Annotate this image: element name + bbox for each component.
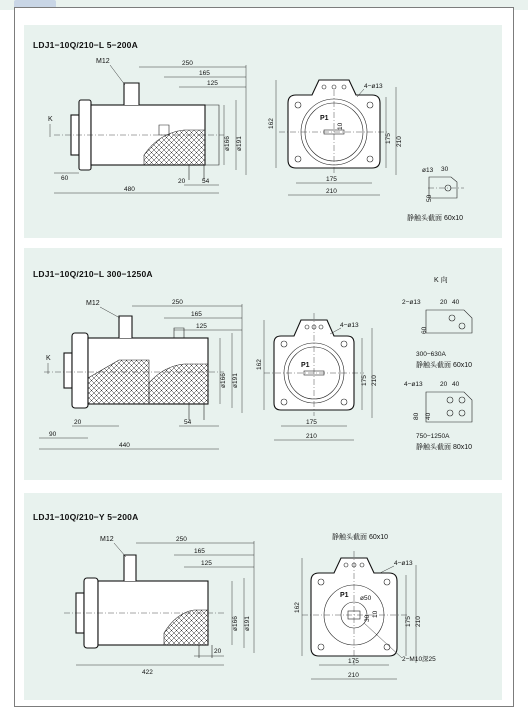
drawing-panel-1	[24, 25, 502, 238]
label-m12: M12	[96, 58, 110, 65]
dim-210-h: 210	[326, 188, 337, 195]
dim-phi13: ø13	[422, 167, 434, 174]
label-k: K	[48, 116, 53, 123]
label-m12: M12	[100, 536, 114, 543]
dim-20: 20	[178, 178, 186, 185]
label-2-m10: 2−M10深25	[402, 656, 436, 663]
contact-note-a: 静触头截面 60x10	[416, 362, 473, 369]
front-view	[256, 313, 378, 440]
dim-210-v: 210	[415, 616, 422, 627]
dim-phi191: ø191	[232, 373, 239, 388]
label-4-phi13: 4−ø13	[394, 560, 413, 567]
dim-k60: 60	[421, 326, 428, 334]
dim-125: 125	[196, 323, 207, 330]
dim-422: 422	[142, 669, 153, 676]
label-4-phi13: 4−ø13	[340, 322, 359, 329]
dim-k20b: 20	[440, 381, 448, 388]
dim-210-h: 210	[306, 433, 317, 440]
contact-note-b: 静触头截面 80x10	[416, 444, 473, 451]
dim-54: 54	[202, 178, 210, 185]
dim-phi166: ø166	[232, 616, 239, 631]
label-m12: M12	[86, 300, 100, 307]
dim-phi166: ø166	[224, 136, 231, 151]
dim-10: 10	[337, 122, 344, 130]
dim-125: 125	[201, 560, 212, 567]
dim-162: 162	[294, 602, 301, 613]
contact-note: 静触头截面 60x10	[332, 534, 389, 541]
side-view	[64, 536, 254, 676]
dim-20: 20	[214, 648, 222, 655]
range-750-1250a: 750−1250A	[416, 433, 450, 440]
drawing-panel-3	[24, 493, 502, 700]
drawing-panel-2	[24, 248, 502, 480]
dim-162: 162	[268, 118, 275, 129]
dim-175-v: 175	[405, 616, 412, 627]
dim-54: 54	[184, 419, 192, 426]
front-view	[268, 80, 403, 195]
dim-125: 125	[207, 80, 218, 87]
label-p1: P1	[340, 592, 349, 599]
dim-50: 50	[426, 194, 433, 202]
dim-165: 165	[199, 70, 210, 77]
label-p1: P1	[320, 115, 329, 122]
dim-210-h: 210	[348, 672, 359, 679]
dim-480: 480	[124, 186, 135, 193]
panel-ldj1-y-5-200a	[24, 493, 502, 700]
dim-440: 440	[119, 442, 130, 449]
dim-k20: 20	[440, 299, 448, 306]
dim-k40v: 40	[425, 412, 432, 420]
label-4-phi13: 4−ø13	[364, 83, 383, 90]
dim-175-h: 175	[306, 419, 317, 426]
dim-phi166: ø166	[220, 373, 227, 388]
dim-30: 30	[364, 614, 371, 622]
label-4-phi13-b: 4−ø13	[404, 381, 423, 388]
contact-note: 静触头截面 60x10	[407, 215, 464, 222]
panel-title: LDJ1−10Q/210−L 5−200A	[33, 40, 138, 50]
contact-detail	[407, 166, 464, 222]
dim-175-h: 175	[326, 176, 337, 183]
dim-20: 20	[74, 419, 82, 426]
side-view	[48, 58, 246, 193]
side-view	[39, 299, 242, 449]
secondary-terminal-box	[124, 83, 139, 105]
dim-165: 165	[191, 311, 202, 318]
secondary-terminal-box	[124, 555, 136, 581]
dim-162: 162	[256, 359, 263, 370]
panel-ldj1-l-300-1250a	[24, 248, 502, 480]
dim-60: 60	[61, 175, 69, 182]
dim-k40b: 40	[452, 381, 460, 388]
dim-210-v: 210	[371, 375, 378, 386]
panel-ldj1-l-5-200a	[24, 25, 502, 238]
dim-165: 165	[194, 548, 205, 555]
front-view	[294, 532, 436, 679]
dim-phi50: ø50	[360, 595, 372, 602]
label-k-view: K 向	[434, 277, 448, 284]
secondary-terminal-box	[119, 316, 132, 338]
dim-175-v: 175	[385, 133, 392, 144]
dim-250: 250	[172, 299, 183, 306]
label-k: K	[46, 355, 51, 362]
dim-10: 10	[372, 610, 379, 618]
dim-250: 250	[176, 536, 187, 543]
panel-title: LDJ1−10Q/210−L 300−1250A	[33, 269, 153, 279]
dim-175-v: 175	[361, 375, 368, 386]
range-300-630a: 300−630A	[416, 351, 446, 358]
label-p1: P1	[301, 362, 310, 369]
dim-phi191: ø191	[244, 616, 251, 631]
k-view-details	[402, 275, 472, 451]
label-2-phi13: 2−ø13	[402, 299, 421, 306]
panel-title: LDJ1−10Q/210−Y 5−200A	[33, 512, 139, 522]
dim-k80: 80	[413, 412, 420, 420]
dim-250: 250	[182, 60, 193, 67]
dim-90: 90	[49, 431, 57, 438]
dim-phi191: ø191	[236, 136, 243, 151]
dim-210-v: 210	[396, 136, 403, 147]
dim-30: 30	[441, 166, 449, 173]
dim-175-h: 175	[348, 658, 359, 665]
dim-k40: 40	[452, 299, 460, 306]
